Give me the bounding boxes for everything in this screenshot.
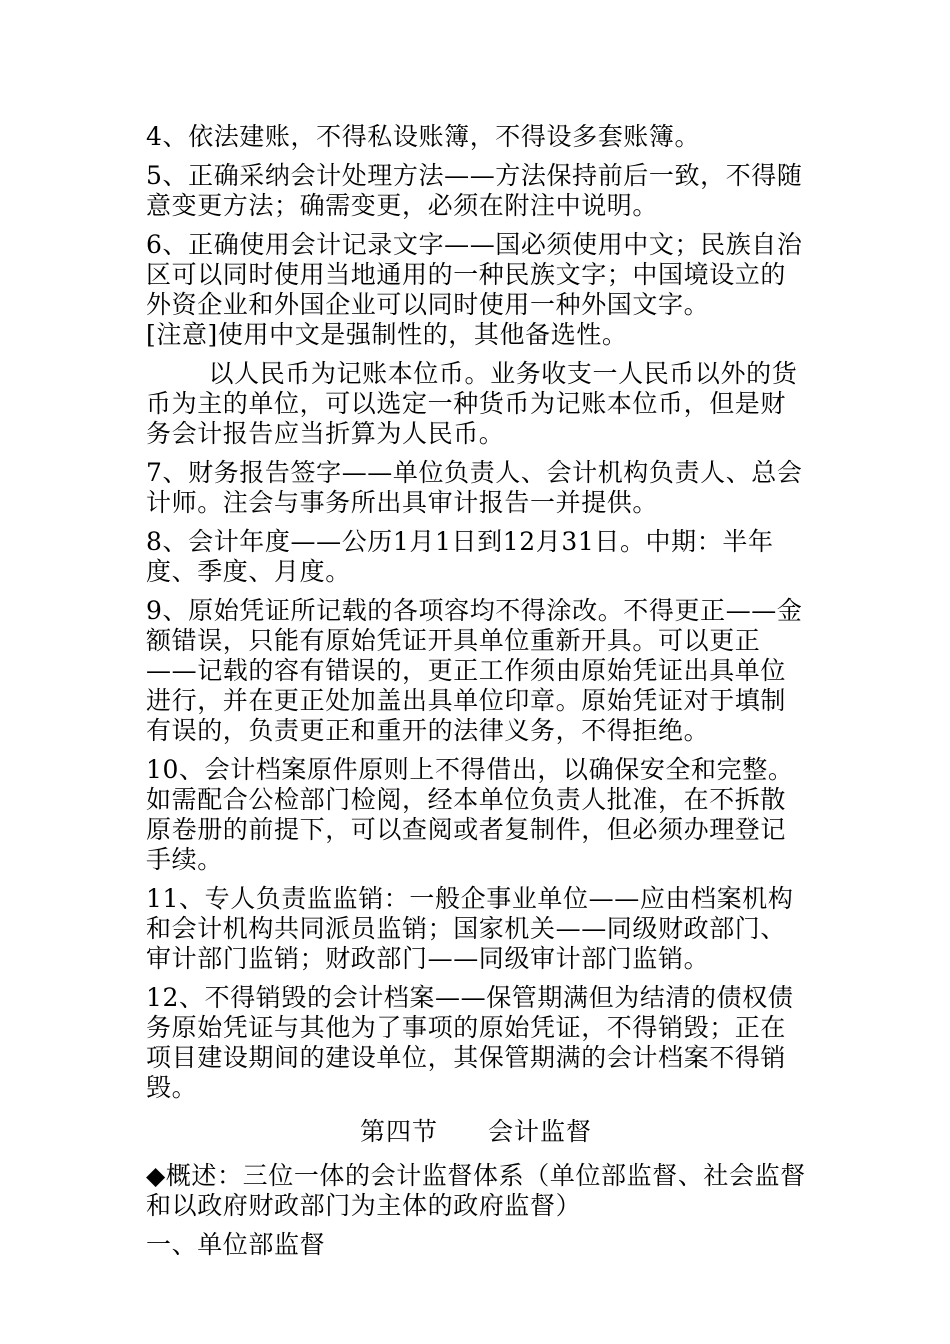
paragraph-overview: ◆概述：三位一体的会计监督体系（单位部监督、社会监督和以政府财政部门为主体的政府监督）	[146, 1161, 806, 1220]
paragraph-item-11: 11、专人负责监监销：一般企事业单位——应由档案机构和会计机构共同派员监销；国家机关——同级财政部门、审计部门监销；财政部门——同级审计部门监销。	[146, 884, 794, 973]
paragraph-item-10: 10、会计档案原件原则上不得借出，以确保安全和完整。如需配合公检部门检阅，经本单位负责人批准，在不拆散原卷册的前提下，可以查阅或者复制件，但必须办理登记手续。	[146, 755, 794, 874]
document-page	[146, 122, 806, 1269]
paragraph-currency: 以人民币为记账本位币。业务收支一人民币以外的货币为主的单位，可以选定一种货币为记账本位币，但是财务会计报告应当折算为人民币。	[146, 359, 798, 448]
section-number: 第四节	[359, 1117, 438, 1146]
paragraph-item-12: 12、不得销毁的会计档案——保管期满但为结清的债权债务原始凭证与其他为了事项的原始凭证，不得销毁；正在项目建设期间的建设单位，其保管期满的会计档案不得销毁。	[146, 983, 794, 1102]
section-heading	[146, 1117, 806, 1147]
subsection-heading: 一、单位部监督	[146, 1230, 326, 1259]
paragraph-item-7: 7、财务报告签字——单位负责人、会计机构负责人、总会计师。注会与事务所出具审计报告一并提供。	[146, 458, 803, 517]
paragraph-item-6: 6、正确使用会计记录文字——国必须使用中文；民族自治区可以同时使用当地通用的一种民族文字；中国境设立的外资企业和外国企业可以同时使用一种外国文字。	[146, 230, 803, 319]
section-title: 会计监督	[488, 1117, 593, 1146]
paragraph-item-4: 4、依法建账，不得私设账簿，不得设多套账簿。	[146, 122, 701, 151]
paragraph-item-8: 8、会计年度——公历1月1日到12月31日。中期：半年度、季度、月度。	[146, 527, 774, 586]
paragraph-note: [注意]使用中文是强制性的，其他备选性。	[146, 320, 628, 349]
paragraph-item-9: 9、原始凭证所记载的各项容均不得涂改。不得更正——金额错误，只能有原始凭证开具单位重新开具。可以更正——记载的容有错误的，更正工作须由原始凭证出具单位进行，并在更正处加盖出具单位印章。原始凭证对于填制有误的，负责更正和重开的法律义务，不得拒绝。	[146, 596, 803, 745]
paragraph-item-5: 5、正确采纳会计处理方法——方法保持前后一致，不得随意变更方法；确需变更，必须在附注中说明。	[146, 161, 803, 220]
